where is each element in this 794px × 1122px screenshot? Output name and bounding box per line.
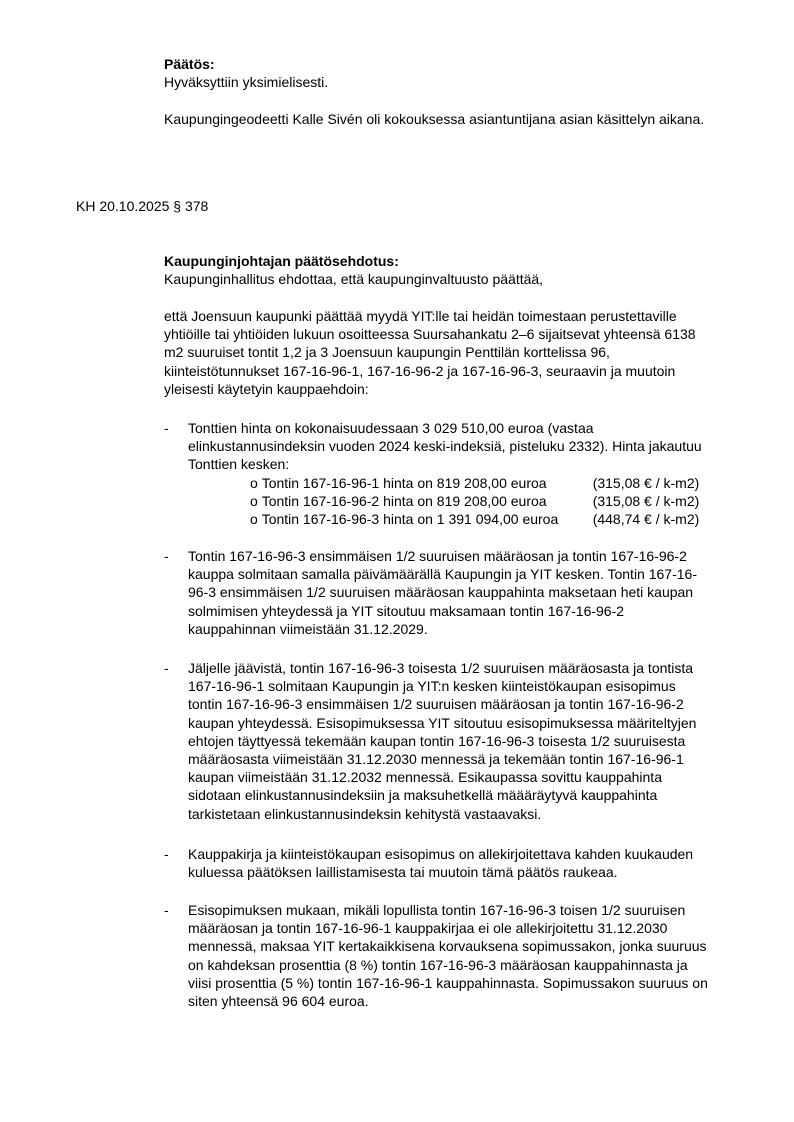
item-line: 96-3 ensimmäisen 1/2 suuruisen määräosan kauppahinta maksetaan heti kaupan — [188, 584, 694, 601]
bullet-dash: - — [164, 420, 169, 436]
item-line: Tonttien kesken: — [188, 456, 290, 473]
proposal-line: että Joensuun kaupunki päättää myydä YIT:lle tai heidän toimestaan perustettaville — [164, 308, 677, 324]
item-line: ehtojen täyttyessä tekemään kaupan tontin 167-16-96-3 toisesta 1/2 suuruisesta — [188, 732, 686, 749]
item-line: on kahdeksan prosenttia (8 %) tontin 167-16-96-3 määräosan kauppahinnasta ja — [188, 956, 688, 973]
condition-item-first-sale — [164, 547, 734, 638]
sub-item-plot-3 — [250, 510, 699, 528]
item-line: solmimisen yhteydessä ja YIT sitoutuu maksamaan tontin 167-16-96-2 — [188, 602, 625, 619]
plot-price: Tontin 167-16-96-2 hinta on 819 208,00 euroa — [261, 493, 547, 509]
proposal-heading: Kaupunginjohtajan päätösehdotus: — [164, 253, 399, 269]
item-line: määräosasta viimeistään 31.12.2030 mennessä ja tekemään tontin 167-16-96-1 — [188, 751, 684, 768]
condition-item-signing-deadline — [164, 845, 734, 881]
decision-heading: Päätös: — [164, 56, 215, 72]
plot-unit-price: (448,74 € / k-m2) — [592, 511, 700, 527]
proposal-line: m2 suuruiset tontit 1,2 ja 3 Joensuun kaupungin Penttilän korttelissa 96, — [164, 344, 610, 361]
bullet-dash: - — [164, 660, 169, 676]
item-line: tarkistetaan elinkustannusindeksin kehitystä vastaavaksi. — [188, 805, 542, 822]
decision-text: Hyväksyttiin yksimielisesti. — [164, 74, 329, 90]
condition-item-penalty — [164, 901, 734, 1010]
proposal-paragraph — [164, 307, 734, 398]
item-line: Tontin 167-16-96-3 ensimmäisen 1/2 suuruisen määräosan ja tontin 167-16-96-2 — [188, 548, 687, 564]
item-line: tontin 167-16-96-3 ensimmäisen 1/2 suuruisen määräosan ja tontin 167-16-96-2 — [188, 696, 684, 713]
plot-unit-price: (315,08 € / k-m2) — [592, 493, 700, 509]
item-line: 167-16-96-1 solmitaan Kaupungin ja YIT:n kesken kiinteistökaupan esisopimus — [188, 678, 676, 695]
condition-item-preliminary-agreement — [164, 659, 734, 823]
item-line: kauppahinnan viimeistään 31.12.2029. — [188, 620, 428, 637]
bullet-dash: - — [164, 902, 169, 918]
proposal-line: yleisesti käytetyin kauppaehdoin: — [164, 380, 369, 397]
item-line: Esisopimuksen mukaan, mikäli lopullista tontin 167-16-96-3 toisen 1/2 suuruisen — [188, 902, 686, 918]
proposal-line: yhtiöille tai yhtiöiden lukuun osoitteessa Suursahankatu 2–6 sijaitsevat yhteensä 6138 — [164, 326, 696, 343]
item-line: Jäljelle jäävistä, tontin 167-16-96-3 toisesta 1/2 suuruisen määräosasta ja tontista — [188, 660, 694, 676]
plot-unit-price: (315,08 € / k-m2) — [592, 475, 700, 491]
sub-item-plot-1 — [250, 474, 699, 492]
sub-bullet: o — [250, 475, 258, 491]
item-line: Tonttien hinta on kokonaisuudessaan 3 029 510,00 euroa (vastaa — [188, 420, 594, 436]
item-line: kuluessa päätöksen laillistamisesta tai muutoin tämä päätös raukeaa. — [188, 864, 618, 881]
plot-price: Tontin 167-16-96-3 hinta on 1 391 094,00 euroa — [261, 511, 559, 527]
decision-note: Kaupungingeodeetti Kalle Sivén oli kokouksessa asiantuntijana asian käsittelyn aikana. — [164, 111, 705, 127]
condition-item-price — [164, 419, 734, 474]
item-line: määräosan ja tontin 167-16-96-1 kauppakirjaa ei ole allekirjoitettu 31.12.2030 — [188, 920, 668, 937]
meeting-reference: KH 20.10.2025 § 378 — [76, 198, 209, 214]
item-line: siten yhteensä 96 604 euroa. — [188, 993, 369, 1010]
item-line: viisi prosenttia (5 %) tontin 167-16-96-1 kauppahinnasta. Sopimussakon suuruus on — [188, 974, 708, 991]
item-line: sidotaan elinkustannusindeksiin ja maksuhetkellä määäräytyvä kauppahinta — [188, 787, 658, 804]
proposal-intro: Kaupunginhallitus ehdottaa, että kaupunginvaltuusto päättää, — [164, 271, 544, 287]
bullet-dash: - — [164, 846, 169, 862]
sub-bullet: o — [250, 493, 258, 509]
item-line: mennessä, maksaa YIT kertakaikkisena korvauksena sopimussakon, jonka suuruus — [188, 938, 707, 955]
item-line: Kauppakirja ja kiinteistökaupan esisopimus on allekirjoitettava kahden kuukauden — [188, 846, 694, 862]
item-line: kaupan yhteydessä. Esisopimuksessa YIT sitoutuu esisopimuksessa määriteltyjen — [188, 714, 697, 731]
item-line: elinkustannusindeksin vuoden 2024 keski-indeksiä, pisteluku 2332). Hinta jakautuu — [188, 438, 702, 455]
plot-price: Tontin 167-16-96-1 hinta on 819 208,00 euroa — [261, 475, 547, 491]
item-line: kauppa solmitaan samalla päivämäärällä Kaupungin ja YIT kesken. Tontin 167-16- — [188, 566, 697, 583]
proposal-line: kiinteistötunnukset 167-16-96-1, 167-16-96-2 ja 167-16-96-3, seuraavin ja muutoin — [164, 362, 676, 379]
sub-item-plot-2 — [250, 492, 699, 510]
item-line: kaupan viimeistään 31.12.2032 mennessä. Esikaupassa sovittu kauppahinta — [188, 769, 662, 786]
bullet-dash: - — [164, 548, 169, 564]
sub-bullet: o — [250, 511, 258, 527]
